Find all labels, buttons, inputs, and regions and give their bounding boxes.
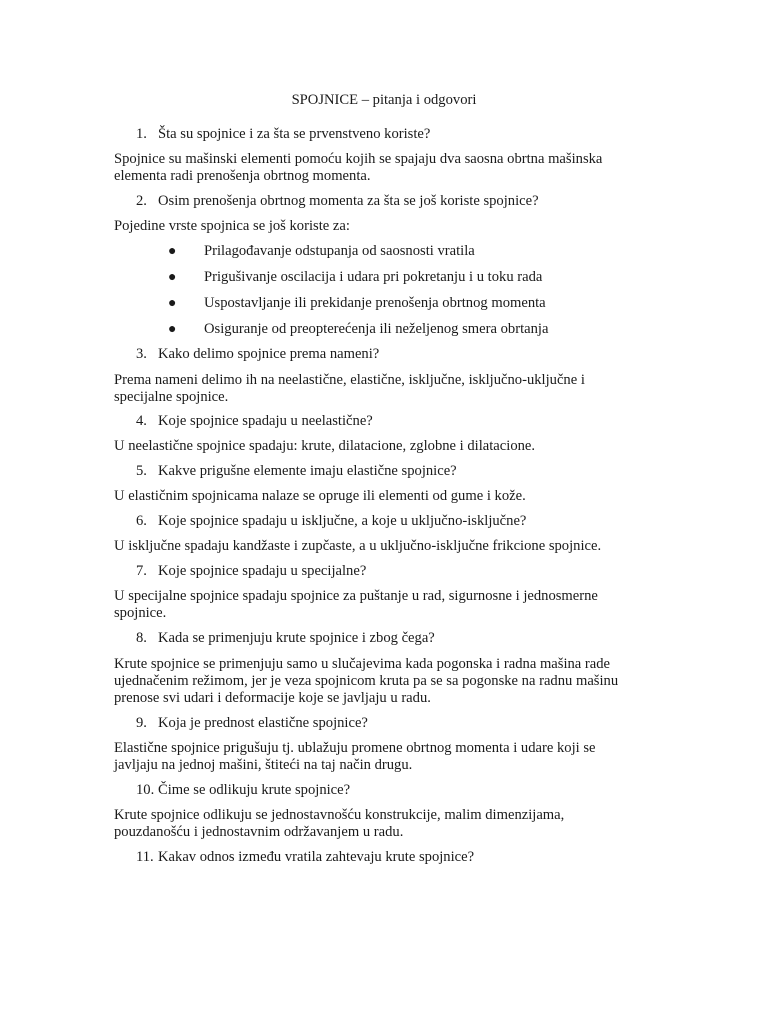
bullet-icon: ● — [168, 244, 177, 259]
answer-7: U specijalne spojnice spadaju spojnice za puštanje u rad, sigurnosne i jednosmerne spojnice. — [114, 588, 598, 621]
question-text: Šta su spojnice i za šta se prvenstveno koriste? — [158, 126, 431, 142]
question-2 — [136, 193, 539, 210]
bullet-text: Prigušivanje oscilacija i udara pri pokretanju i u toku rada — [204, 269, 543, 285]
question-8 — [136, 630, 435, 647]
question-9 — [136, 715, 368, 732]
question-number: 2. — [136, 193, 147, 209]
answer-4: U neelastične spojnice spadaju: krute, dilatacione, zglobne i dilatacione. — [114, 438, 536, 454]
question-6 — [136, 513, 526, 530]
bullet-item — [168, 243, 475, 260]
bullet-text: Uspostavljanje ili prekidanje prenošenja obrtnog momenta — [204, 295, 546, 311]
question-number: 4. — [136, 413, 147, 429]
question-number: 1. — [136, 126, 147, 142]
question-text: Koja je prednost elastične spojnice? — [158, 715, 368, 731]
question-7 — [136, 563, 366, 580]
bullet-item — [168, 321, 548, 338]
answer-1: Spojnice su mašinski elementi pomoću kojih se spajaju dva saosna obrtna mašinska elementa radi prenošenja obrtnog momenta. — [114, 151, 603, 184]
question-number: 6. — [136, 513, 147, 529]
bullet-text: Prilagođavanje odstupanja od saosnosti vratila — [204, 243, 475, 259]
answer-3: Prema nameni delimo ih na neelastične, elastične, isključne, isključno-uključne i specijalne spojnice. — [114, 372, 585, 405]
question-5 — [136, 463, 457, 480]
question-text: Kakve prigušne elemente imaju elastične spojnice? — [158, 463, 457, 479]
question-number: 8. — [136, 630, 147, 646]
question-text: Koje spojnice spadaju u isključne, a koje u uključno-isključne? — [158, 513, 527, 529]
question-number: 10. — [136, 782, 155, 798]
answer-5: U elastičnim spojnicama nalaze se opruge ili elementi od gume i kože. — [114, 488, 526, 504]
question-number: 5. — [136, 463, 147, 479]
answer-10: Krute spojnice odlikuju se jednostavnošću konstrukcije, malim dimenzijama, pouzdanošću i jednostavnim održavanjem u radu. — [114, 807, 565, 840]
question-text: Čime se odlikuju krute spojnice? — [158, 782, 351, 798]
question-number: 11. — [136, 849, 154, 865]
question-number: 3. — [136, 346, 147, 362]
question-text: Koje spojnice spadaju u neelastične? — [158, 413, 373, 429]
question-11 — [136, 849, 474, 866]
answer-8: Krute spojnice se primenjuju samo u slučajevima kada pogonska i radna mašina rade ujednačenim režimom, jer je veza spojnicom kruta pa se sa pogonske na radnu mašinu prenose svi udari i deformacije koje se javljaju u radu. — [114, 656, 619, 706]
question-number: 9. — [136, 715, 147, 731]
question-1 — [136, 126, 430, 143]
question-number: 7. — [136, 563, 147, 579]
bullet-item — [168, 269, 542, 286]
question-text: Kako delimo spojnice prema nameni? — [158, 346, 380, 362]
bullet-icon: ● — [168, 296, 177, 311]
question-4 — [136, 413, 373, 430]
document-title: SPOJNICE – pitanja i odgovori — [291, 92, 477, 108]
question-3 — [136, 346, 379, 363]
answer-9: Elastične spojnice prigušuju tj. ublažuju promene obrtnog momenta i udare koji se javljaju na jednoj mašini, štiteći na taj način drugu. — [114, 740, 596, 773]
bullet-icon: ● — [168, 270, 177, 285]
question-text: Kakav odnos između vratila zahtevaju krute spojnice? — [158, 849, 475, 865]
bullet-icon: ● — [168, 322, 177, 337]
question-text: Kada se primenjuju krute spojnice i zbog čega? — [158, 630, 435, 646]
answer-6: U isključne spadaju kandžaste i zupčaste, a u uključno-isključne frikcione spojnice. — [114, 538, 602, 554]
answer-2: Pojedine vrste spojnica se još koriste za: — [114, 218, 350, 234]
question-text: Osim prenošenja obrtnog momenta za šta se još koriste spojnice? — [158, 193, 539, 209]
question-text: Koje spojnice spadaju u specijalne? — [158, 563, 367, 579]
bullet-text: Osiguranje od preopterećenja ili neželjenog smera obrtanja — [204, 321, 549, 337]
question-10 — [136, 782, 350, 799]
bullet-item — [168, 295, 546, 312]
